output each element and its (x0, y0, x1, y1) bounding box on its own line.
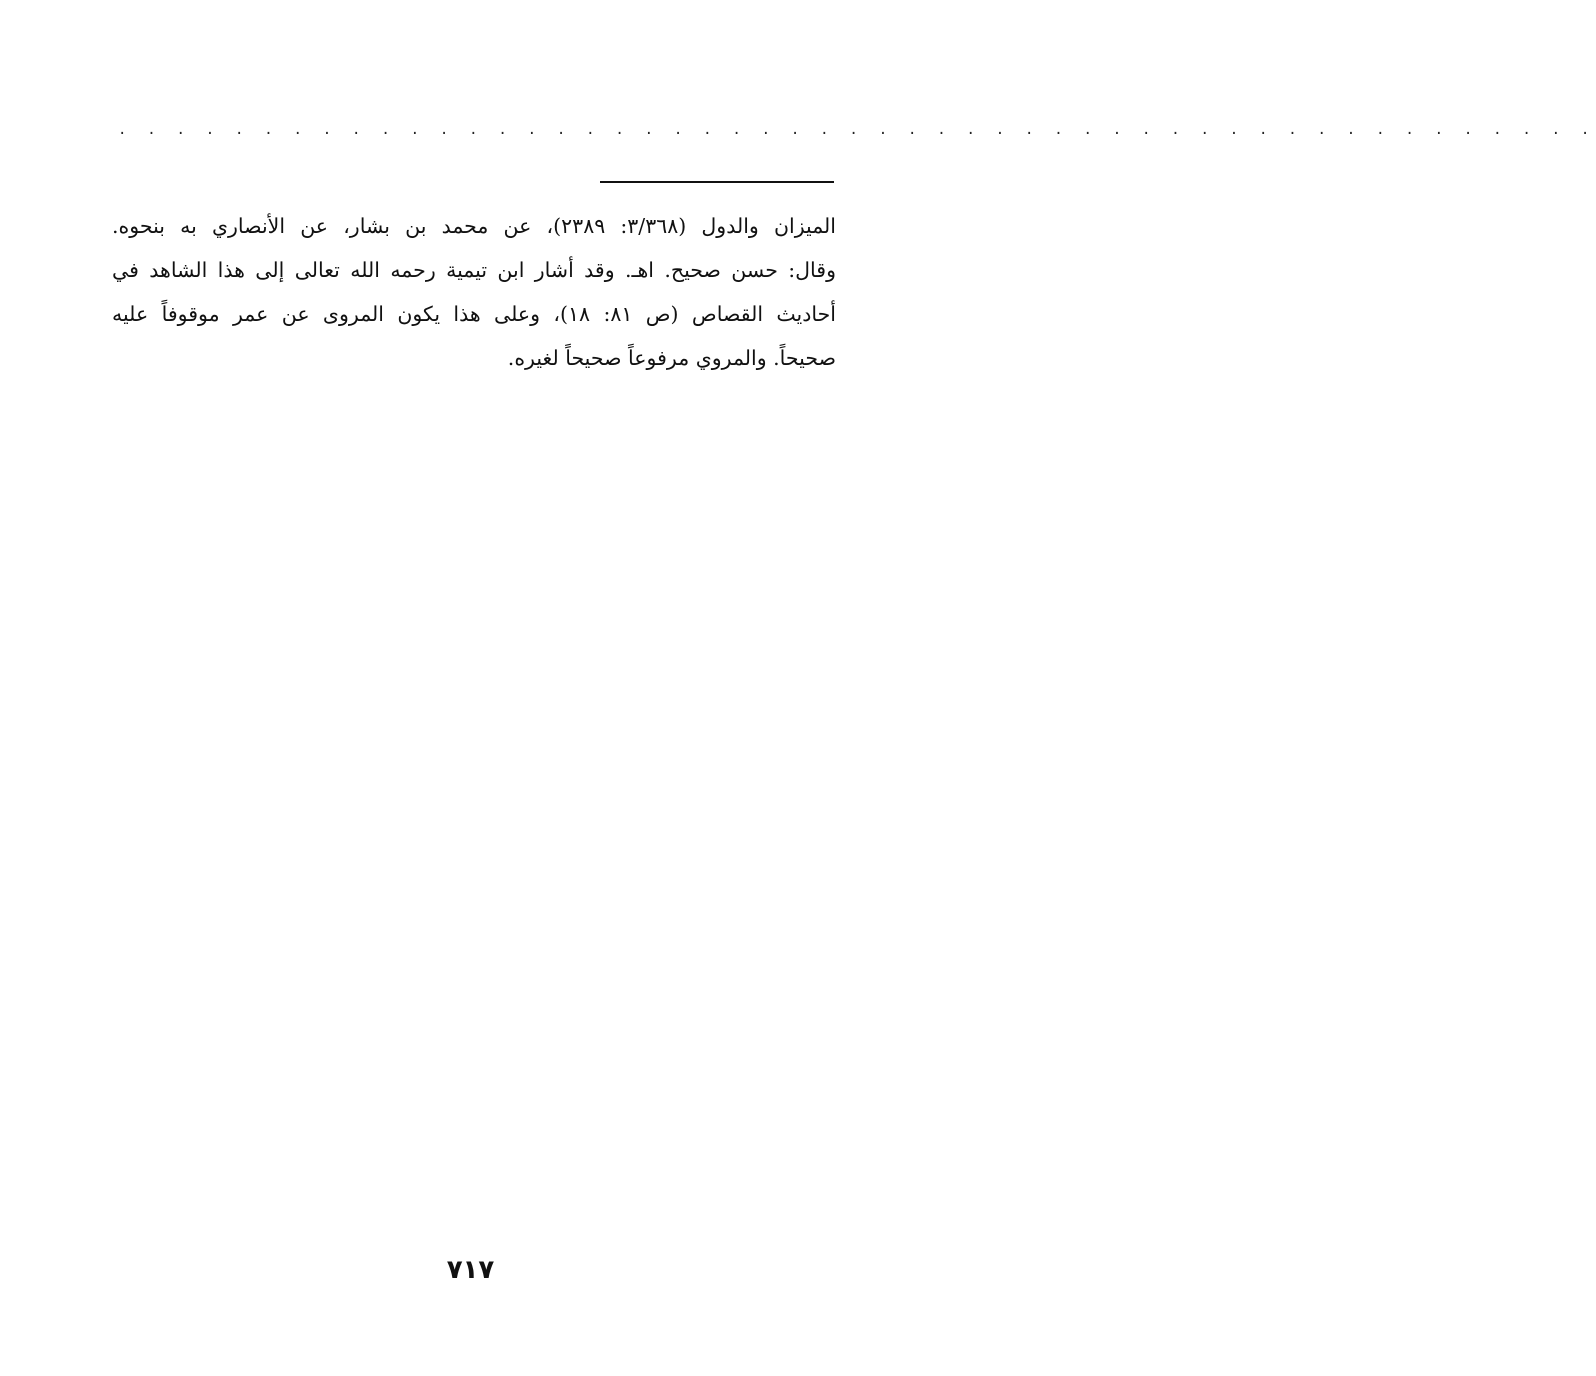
footnote-block (112, 204, 836, 380)
footnote-line: وقال: حسن صحيح. اهـ. وقد أشار ابن تيمية رحمه الله تعالى إلى هذا الشاهد في (112, 258, 836, 282)
page-number: ٧١٧ (446, 1255, 495, 1285)
footnote-line: صحيحاً. والمروي مرفوعاً صحيحاً لغيره. (507, 346, 836, 370)
footnote-line: الميزان والدول (٣/٣٦٨: ٢٣٨٩)، عن محمد بن بشار، عن الأنصاري به بنحوه. (112, 214, 836, 238)
footnote-rule (600, 181, 834, 183)
footnote-line: أحاديث القصاص (ص ٨١: ١٨)، وعلى هذا يكون المروى عن عمر موقوفاً عليه (112, 302, 836, 326)
dotted-separator: · · · · · · · · · · · · · · · · · · · · · · · · · · · · · · · · · · · · · · · · · · · · · · · · · · · (118, 126, 1596, 142)
